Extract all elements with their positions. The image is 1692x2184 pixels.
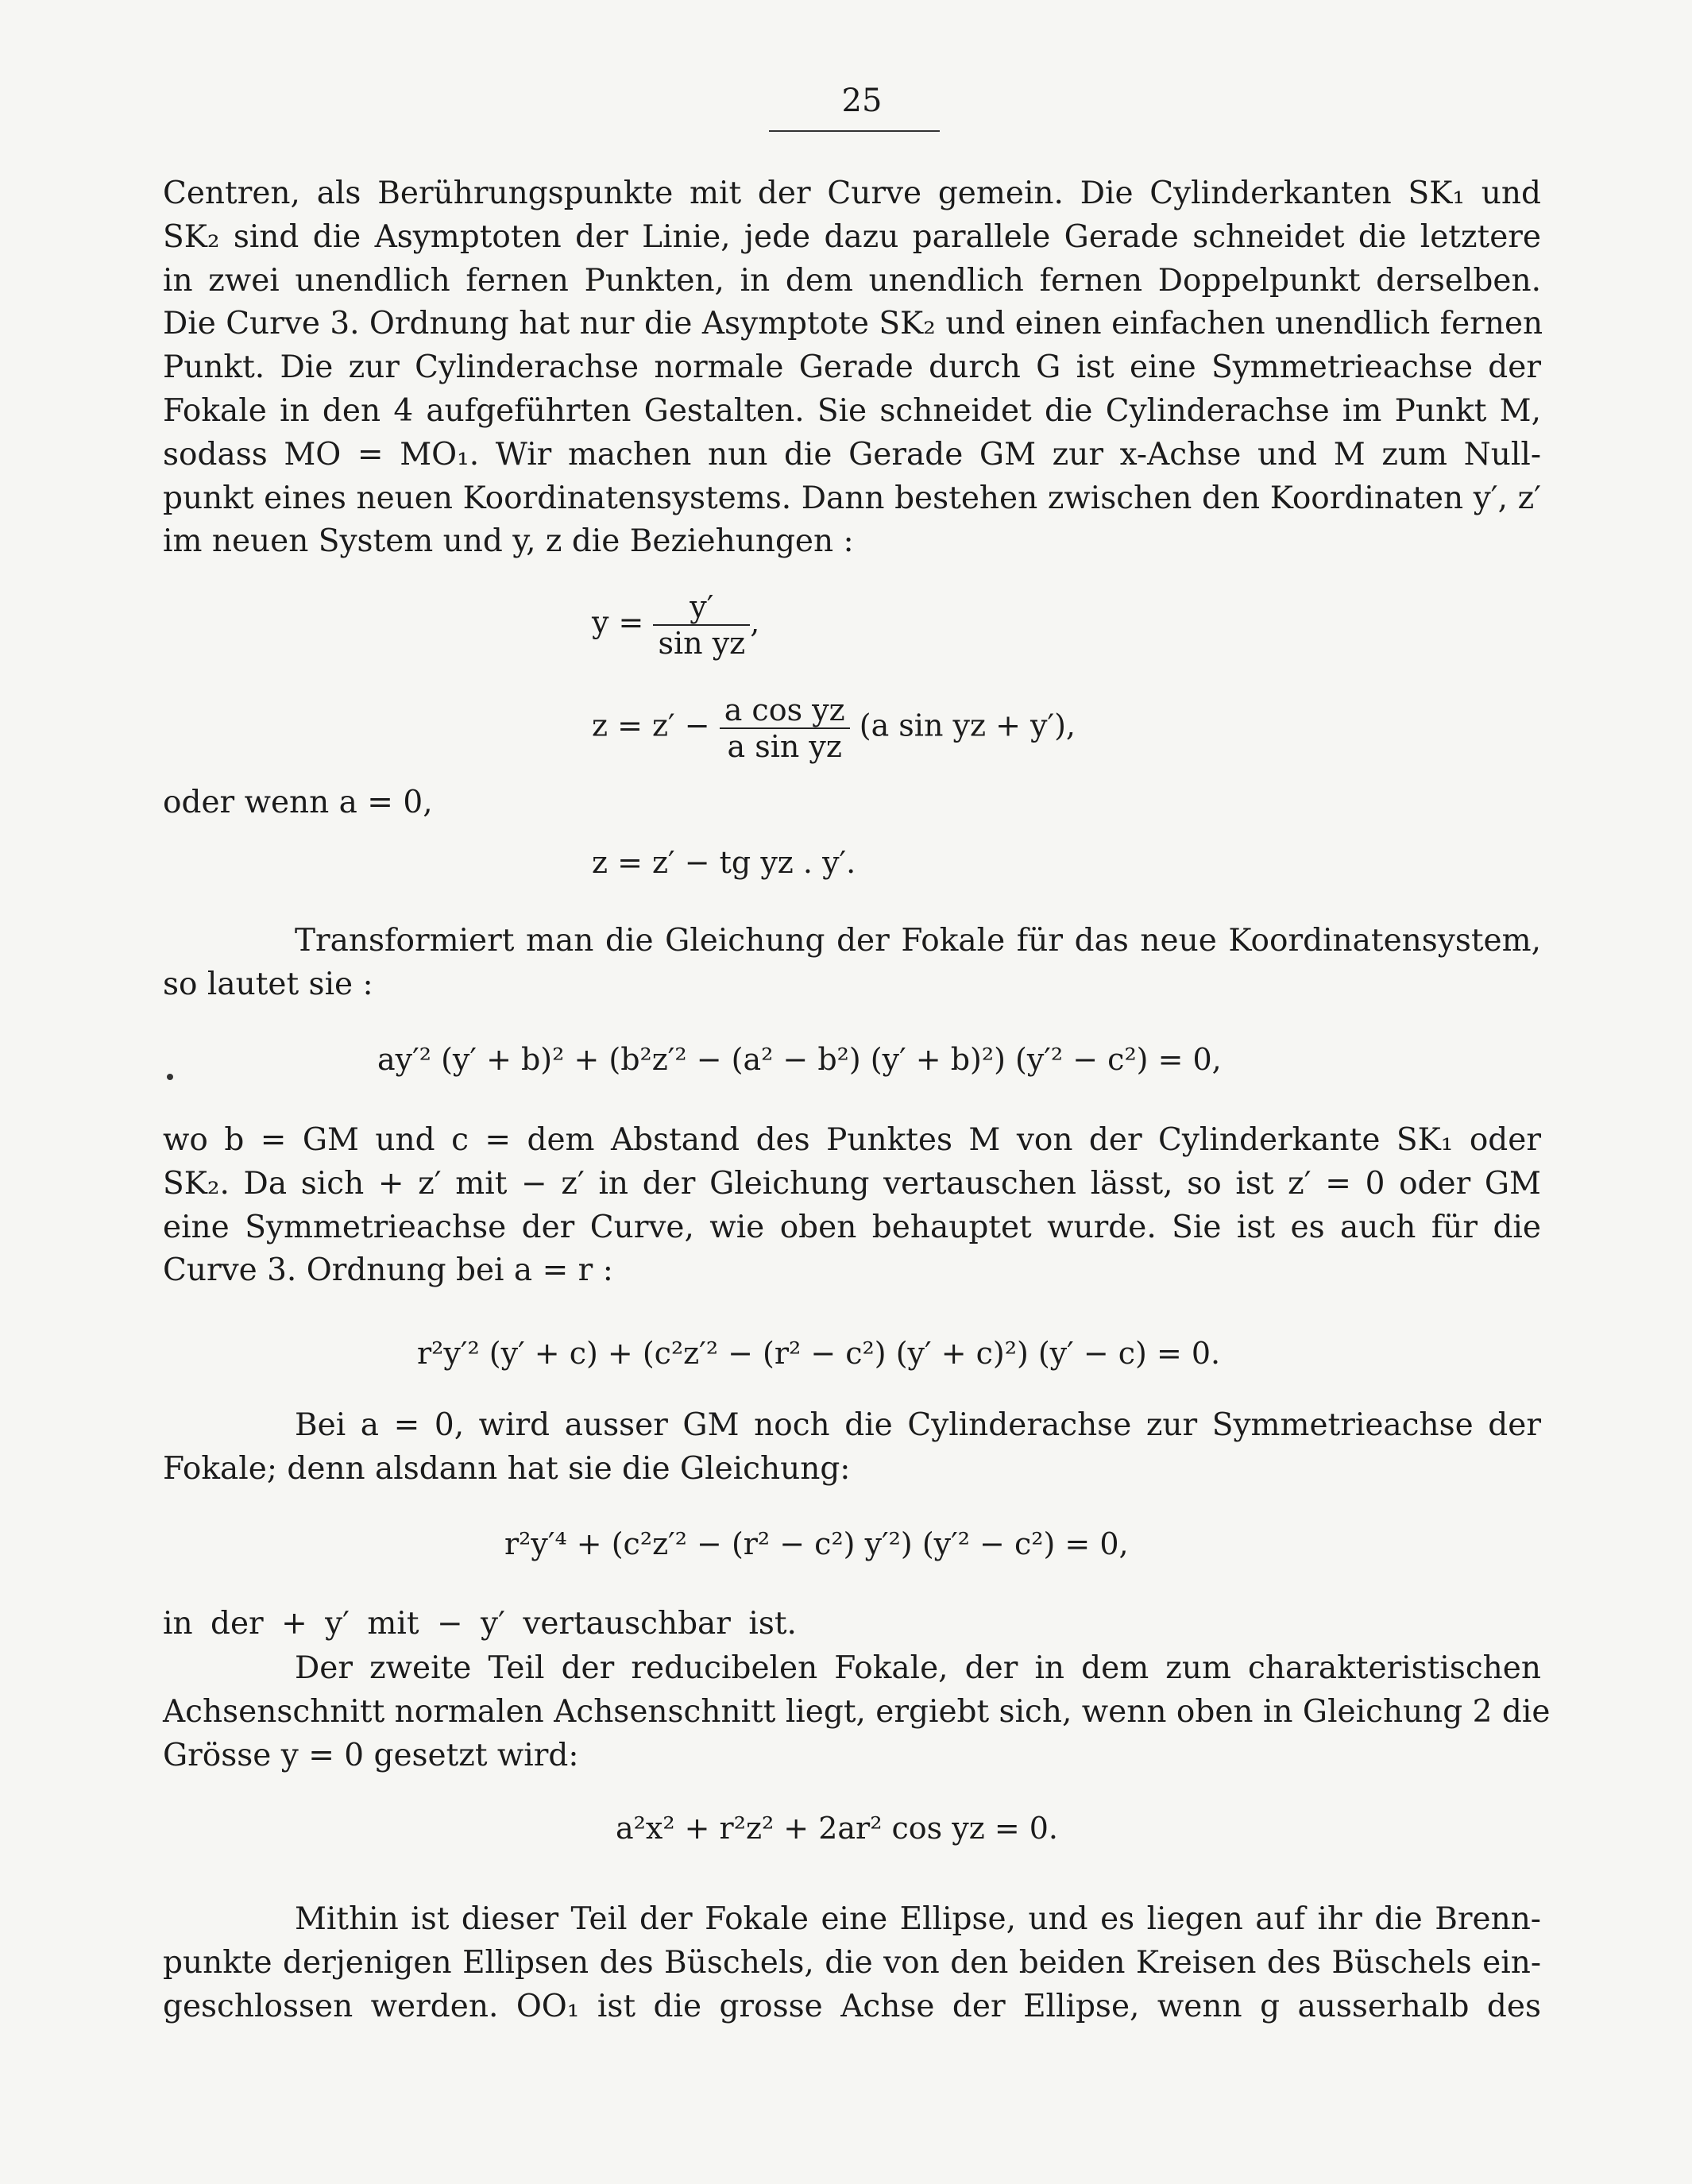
text-line: Die Curve 3. Ordnung hat nur die Asymptote SK₂ und einen einfachen unendlich fernen bbox=[163, 306, 1543, 342]
equation-1 bbox=[592, 589, 759, 661]
text-line: in zwei unendlich fernen Punkten, in dem unendlich fernen Doppelpunkt derselben. bbox=[163, 262, 1541, 299]
equation-lhs: y = bbox=[592, 604, 644, 640]
text-line: Transformiert man die Gleichung der Fokale für das neue Koordinatensystem, bbox=[295, 923, 1541, 959]
fraction bbox=[720, 693, 850, 764]
paragraph-3 bbox=[163, 1119, 1541, 1293]
paragraph-2 bbox=[163, 920, 1541, 1007]
equation-5: r²y′² (y′ + c) + (c²z′² − (r² − c²) (y′ + c)²) (y′ − c) = 0. bbox=[417, 1336, 1221, 1371]
text-line: SK₂ sind die Asymptoten der Linie, jede dazu parallele Gerade schneidet die letztere bbox=[163, 218, 1541, 255]
text-line: eine Symmetrieachse der Curve, wie oben behauptet wurde. Sie ist es auch für die bbox=[163, 1209, 1541, 1245]
text-line: Grösse y = 0 gesetzt wird: bbox=[163, 1737, 579, 1773]
text-line: punkte derjenigen Ellipsen des Büschels, die von den beiden Kreisen des Büschels ein- bbox=[163, 1944, 1541, 1981]
text-line: Punkt. Die zur Cylinderachse normale Gerade durch G ist eine Symmetrieachse der bbox=[163, 349, 1541, 386]
text-line: Fokale in den 4 aufgeführten Gestalten. Sie schneidet die Cylinderachse im Punkt M, bbox=[163, 392, 1541, 429]
equation-4: ay′² (y′ + b)² + (b²z′² − (a² − b²) (y′ + b)²) (y′² − c²) = 0, bbox=[377, 1042, 1222, 1077]
text-line: punkt eines neuen Koordinatensystems. Dann bestehen zwischen den Koordinaten y′, z′ bbox=[163, 480, 1541, 516]
equation-tail: , bbox=[750, 604, 760, 640]
paragraph-7 bbox=[163, 1898, 1541, 2028]
equation-2 bbox=[592, 693, 1076, 764]
equation-lhs: z = z′ − bbox=[592, 708, 710, 743]
text-line: so lautet sie : bbox=[163, 966, 373, 1002]
text-line: Achsenschnitt normalen Achsenschnitt liegt, ergiebt sich, wenn oben in Gleichung 2 die bbox=[163, 1693, 1551, 1730]
text-line: Mithin ist dieser Teil der Fokale eine Ellipse, und es liegen auf ihr die Brenn- bbox=[295, 1901, 1541, 1937]
text-line: in der + y′ mit − y′ vertauschbar ist. bbox=[163, 1606, 797, 1642]
equation-6: r²y′⁴ + (c²z′² − (r² − c²) y′²) (y′² − c²) = 0, bbox=[504, 1526, 1129, 1561]
equation-3: z = z′ − tg yz . y′. bbox=[592, 845, 856, 880]
text-line: sodass MO = MO₁. Wir machen nun die Gerade GM zur x-Achse und M zum Null- bbox=[163, 436, 1541, 473]
paragraph-6 bbox=[163, 1647, 1551, 1777]
text-line: geschlossen werden. OO₁ ist die grosse Achse der Ellipse, wenn g ausserhalb des bbox=[163, 1988, 1541, 2024]
denominator: sin yz bbox=[658, 626, 746, 661]
text-line: Fokale; denn alsdann hat sie die Gleichung: bbox=[163, 1450, 851, 1487]
numerator: a cos yz bbox=[720, 693, 850, 729]
ink-dot bbox=[167, 1074, 173, 1080]
text-line: Centren, als Berührungspunkte mit der Curve gemein. Die Cylinderkanten SK₁ und bbox=[163, 176, 1541, 211]
text-line: wo b = GM und c = dem Abstand des Punktes M von der Cylinderkante SK₁ oder bbox=[163, 1122, 1541, 1158]
text-line: SK₂. Da sich + z′ mit − z′ in der Gleichung vertauschen lässt, so ist z′ = 0 oder GM bbox=[163, 1165, 1541, 1202]
paragraph-1 bbox=[163, 172, 1541, 564]
numerator: y′ bbox=[653, 589, 750, 626]
fraction bbox=[653, 589, 750, 661]
text-line: Der zweite Teil der reducibelen Fokale, der in dem zum charakteristischen bbox=[295, 1650, 1541, 1686]
page-number: 25 bbox=[841, 83, 883, 119]
text-line: im neuen System und y, z die Beziehungen : bbox=[163, 523, 854, 560]
equation-7: a²x² + r²z² + 2ar² cos yz = 0. bbox=[616, 1811, 1058, 1846]
text-line: oder wenn a = 0, bbox=[163, 785, 433, 820]
text-line: Bei a = 0, wird ausser GM noch die Cylinderachse zur Symmetrieachse der bbox=[295, 1407, 1541, 1443]
paragraph-4 bbox=[163, 1404, 1541, 1491]
equation-tail: (a sin yz + y′), bbox=[859, 708, 1076, 743]
denominator: a sin yz bbox=[727, 729, 842, 764]
text-line: Curve 3. Ordnung bei a = r : bbox=[163, 1252, 613, 1289]
page-number-rule bbox=[769, 130, 940, 132]
